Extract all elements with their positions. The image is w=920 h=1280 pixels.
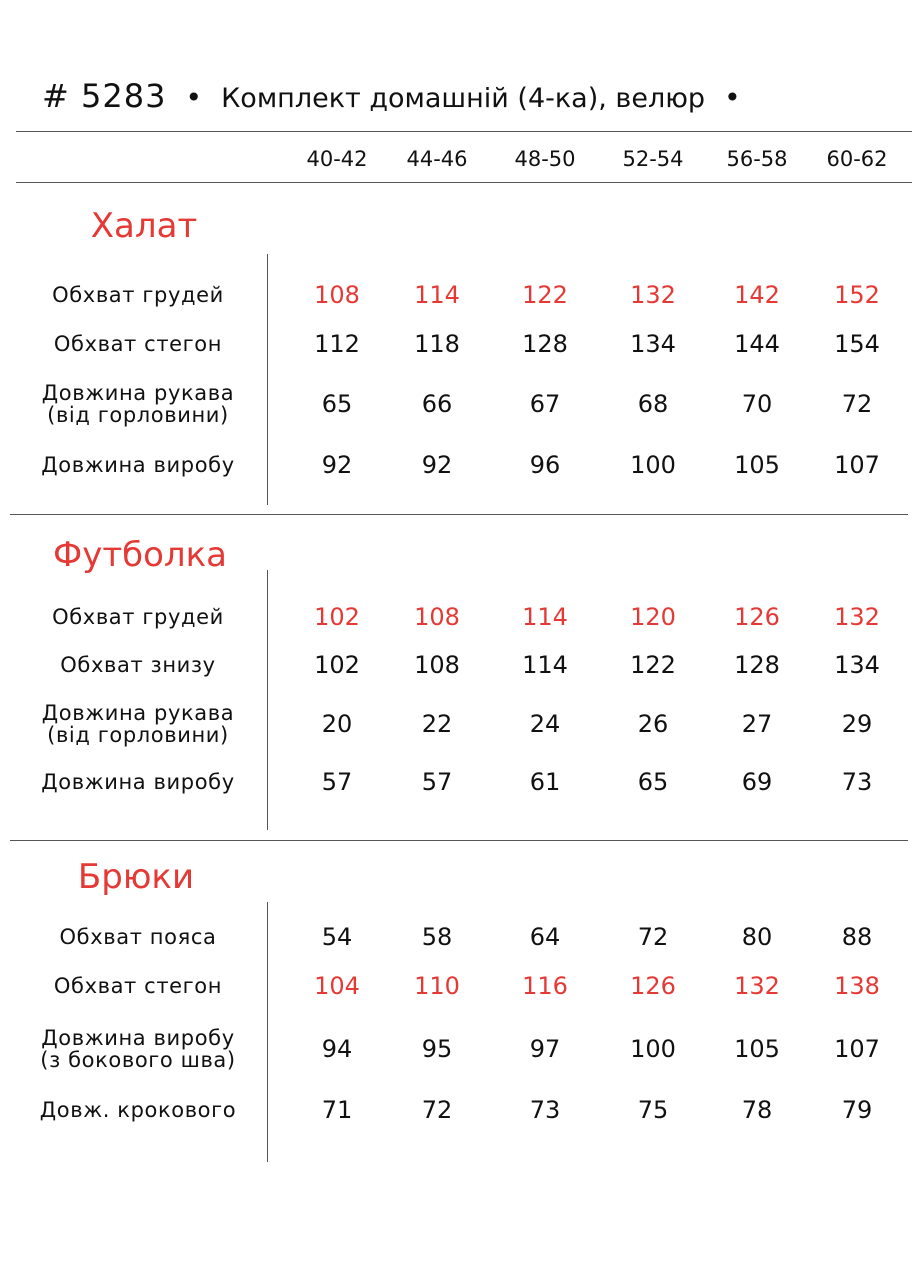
measurement-label bbox=[14, 333, 262, 355]
measurement-value: 72 bbox=[841, 390, 873, 418]
measurement-value: 110 bbox=[414, 972, 460, 1000]
section-title: Брюки bbox=[77, 857, 195, 897]
measurement-value: 78 bbox=[741, 1096, 773, 1124]
measurement-value: 20 bbox=[321, 710, 353, 738]
measurement-label bbox=[14, 926, 262, 948]
measurement-value: 108 bbox=[314, 281, 360, 309]
bullet-separator: • bbox=[724, 81, 741, 114]
measurement-label-line: Обхват грудей bbox=[52, 283, 224, 307]
measurement-value: 105 bbox=[734, 451, 780, 479]
measurement-value: 102 bbox=[314, 603, 360, 631]
measurement-label-line: Довжина виробу bbox=[41, 1026, 235, 1050]
measurement-value: 73 bbox=[529, 1096, 561, 1124]
measurement-value: 57 bbox=[321, 768, 353, 796]
measurement-value: 70 bbox=[741, 390, 773, 418]
measurement-value: 118 bbox=[414, 330, 460, 358]
measurement-label-note: (від горловини) bbox=[47, 723, 229, 747]
measurement-value: 134 bbox=[834, 651, 880, 679]
measurement-value: 105 bbox=[734, 1035, 780, 1063]
measurement-value: 61 bbox=[529, 768, 561, 796]
measurement-label-line: Обхват знизу bbox=[60, 653, 216, 677]
measurement-value: 66 bbox=[421, 390, 453, 418]
measurement-label-line: Обхват стегон bbox=[53, 332, 223, 356]
measurement-value: 128 bbox=[734, 651, 780, 679]
measurement-label bbox=[14, 454, 262, 476]
measurement-value: 114 bbox=[522, 651, 568, 679]
label-column-divider bbox=[267, 902, 268, 1162]
measurement-value: 72 bbox=[637, 923, 669, 951]
measurement-value: 64 bbox=[529, 923, 561, 951]
measurement-value: 73 bbox=[841, 768, 873, 796]
measurement-label bbox=[14, 606, 262, 628]
measurement-value: 69 bbox=[741, 768, 773, 796]
section-divider bbox=[10, 840, 908, 841]
measurement-value: 22 bbox=[421, 710, 453, 738]
measurement-value: 100 bbox=[630, 451, 676, 479]
measurement-value: 96 bbox=[529, 451, 561, 479]
measurement-value: 108 bbox=[414, 603, 460, 631]
measurement-value: 92 bbox=[421, 451, 453, 479]
measurement-label bbox=[14, 1099, 262, 1121]
measurement-label bbox=[14, 702, 262, 746]
measurement-value: 108 bbox=[414, 651, 460, 679]
measurement-value: 107 bbox=[834, 451, 880, 479]
measurement-value: 95 bbox=[421, 1035, 453, 1063]
measurement-value: 97 bbox=[529, 1035, 561, 1063]
measurement-value: 142 bbox=[734, 281, 780, 309]
measurement-label-line: Обхват стегон bbox=[53, 974, 223, 998]
measurement-value: 80 bbox=[741, 923, 773, 951]
measurement-value: 138 bbox=[834, 972, 880, 1000]
measurement-value: 65 bbox=[637, 768, 669, 796]
measurement-value: 126 bbox=[630, 972, 676, 1000]
measurement-value: 114 bbox=[522, 603, 568, 631]
measurement-value: 128 bbox=[522, 330, 568, 358]
measurement-value: 57 bbox=[421, 768, 453, 796]
measurement-value: 102 bbox=[314, 651, 360, 679]
measurement-value: 132 bbox=[834, 603, 880, 631]
measurement-label-line: Довжина виробу bbox=[41, 770, 235, 794]
measurement-label-line: Довжина рукава bbox=[41, 381, 235, 405]
measurement-value: 27 bbox=[741, 710, 773, 738]
measurement-value: 154 bbox=[834, 330, 880, 358]
measurement-value: 26 bbox=[637, 710, 669, 738]
measurement-value: 116 bbox=[522, 972, 568, 1000]
size-column-header: 48-50 bbox=[514, 147, 576, 171]
measurement-label-line: Обхват грудей bbox=[52, 605, 224, 629]
measurement-label bbox=[14, 771, 262, 793]
size-column-header: 44-46 bbox=[406, 147, 468, 171]
measurement-value: 65 bbox=[321, 390, 353, 418]
measurement-value: 152 bbox=[834, 281, 880, 309]
page-title bbox=[42, 74, 755, 118]
measurement-value: 24 bbox=[529, 710, 561, 738]
header-bottom-divider bbox=[16, 182, 912, 183]
product-name: Комплект домашній (4-ка), велюр bbox=[221, 83, 706, 114]
measurement-value: 54 bbox=[321, 923, 353, 951]
measurement-label-note: (від горловини) bbox=[47, 403, 229, 427]
measurement-value: 29 bbox=[841, 710, 873, 738]
measurement-value: 104 bbox=[314, 972, 360, 1000]
measurement-value: 122 bbox=[522, 281, 568, 309]
measurement-label bbox=[14, 975, 262, 997]
measurement-value: 132 bbox=[630, 281, 676, 309]
measurement-label-line: Обхват пояса bbox=[59, 925, 217, 949]
measurement-label bbox=[14, 654, 262, 676]
measurement-value: 132 bbox=[734, 972, 780, 1000]
measurement-value: 107 bbox=[834, 1035, 880, 1063]
measurement-value: 144 bbox=[734, 330, 780, 358]
measurement-value: 112 bbox=[314, 330, 360, 358]
measurement-value: 68 bbox=[637, 390, 669, 418]
section-title: Футболка bbox=[52, 535, 228, 575]
measurement-label-line: Довжина рукава bbox=[41, 701, 235, 725]
measurement-label bbox=[14, 1027, 262, 1071]
measurement-value: 79 bbox=[841, 1096, 873, 1124]
size-column-header: 60-62 bbox=[826, 147, 888, 171]
measurement-label bbox=[14, 284, 262, 306]
measurement-value: 72 bbox=[421, 1096, 453, 1124]
measurement-value: 100 bbox=[630, 1035, 676, 1063]
size-column-header: 52-54 bbox=[622, 147, 684, 171]
article-code: # 5283 bbox=[42, 77, 167, 115]
measurement-value: 88 bbox=[841, 923, 873, 951]
measurement-value: 75 bbox=[637, 1096, 669, 1124]
label-column-divider bbox=[267, 570, 268, 830]
label-column-divider bbox=[267, 254, 268, 505]
measurement-value: 67 bbox=[529, 390, 561, 418]
measurement-value: 114 bbox=[414, 281, 460, 309]
measurement-value: 92 bbox=[321, 451, 353, 479]
section-divider bbox=[10, 514, 908, 515]
section-title: Халат bbox=[90, 206, 198, 246]
measurement-value: 134 bbox=[630, 330, 676, 358]
size-column-header: 56-58 bbox=[726, 147, 788, 171]
size-column-header: 40-42 bbox=[306, 147, 368, 171]
header-top-divider bbox=[16, 131, 912, 132]
measurement-value: 122 bbox=[630, 651, 676, 679]
measurement-value: 94 bbox=[321, 1035, 353, 1063]
measurement-label-line: Довжина виробу bbox=[41, 453, 235, 477]
measurement-label-line: Довж. крокового bbox=[39, 1098, 237, 1122]
measurement-value: 120 bbox=[630, 603, 676, 631]
measurement-label-note: (з бокового шва) bbox=[40, 1048, 236, 1072]
bullet-separator: • bbox=[185, 81, 203, 114]
measurement-value: 71 bbox=[321, 1096, 353, 1124]
measurement-label bbox=[14, 382, 262, 426]
measurement-value: 126 bbox=[734, 603, 780, 631]
measurement-value: 58 bbox=[421, 923, 453, 951]
